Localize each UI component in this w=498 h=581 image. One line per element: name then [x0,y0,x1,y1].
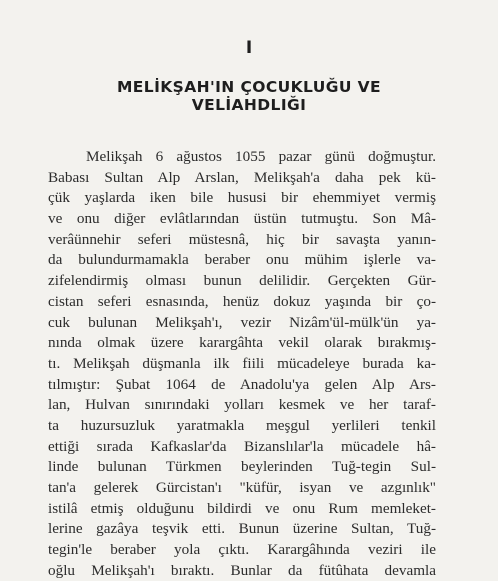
text-line: ve onu diğer evlâtlarından üstün tutmuştu. Son Mâ- [48,210,436,228]
text-line: ta huzursuzluk yaratmakla meşgul yerlileri tenkil [48,416,436,434]
text-line: tegin'le beraber yola çıktı. Karargâhında veziri ile [48,541,436,559]
text-line: da bulundurmamakla beraber onu mühim işlerle va- [48,251,436,269]
text-line: lan, Hulvan sınırındaki yolları kesmek ve her taraf- [48,396,436,414]
body-text [48,147,436,581]
text-line: tı. Melikşah düşmanla ilk fiili mücadeleye burada ka- [48,354,436,372]
text-line: zifelendirmiş olması bunun delilidir. Gerçekten Gür- [48,272,436,290]
text-line: cuk bulunan Melikşah'ı, vezir Nizâm'ül-mülk'ün ya- [48,313,436,331]
chapter-title-line: MELİKŞAH'IN ÇOCUKLUĞU VE [116,78,381,96]
chapter-number: I [245,38,253,58]
text-line: istilâ etmiş olduğunu bildirdi ve onu Rum memleket- [48,499,436,517]
text-line: Melikşah 6 ağustos 1055 pazar günü doğmuştur. [86,148,436,165]
text-line: cistan seferi esnasında, henüz dokuz yaşında bir ço- [48,292,436,310]
text-line: tan'a gelerek Gürcistan'ı "küfür, isyan ve azgınlık" [48,479,436,496]
chapter-title [40,78,458,114]
text-line: linde bulunan Türkmen beylerinden Tuğ-tegin Sul- [48,458,436,476]
text-line: ettiği sırada Kafkaslar'da Bizanslılar'la mücadele hâ- [48,437,436,455]
text-line: oğlu Melikşah'ı bıraktı. Bunlar da fütûhata devamla [48,561,436,579]
text-line: tılmıştır: Şubat 1064 de Anadolu'ya gelen Alp Ars- [48,375,436,393]
text-line: çük yaşlarda iken bile hususi bir ehemmiyet vermiş [48,189,436,207]
chapter-title-line: VELİAHDLIĞI [191,96,307,114]
text-line: verâünnehir seferi müstesnâ, hiç bir savaşta yanın- [48,230,436,248]
text-line: lerine gazâya teşvik etti. Bunun üzerine Sultan, Tuğ- [48,520,436,538]
text-line: nında olmak üzere karargâhta vekil olarak bırakmış- [48,334,436,352]
text-line: Babası Sultan Alp Arslan, Melikşah'a daha pek kü- [48,168,436,186]
